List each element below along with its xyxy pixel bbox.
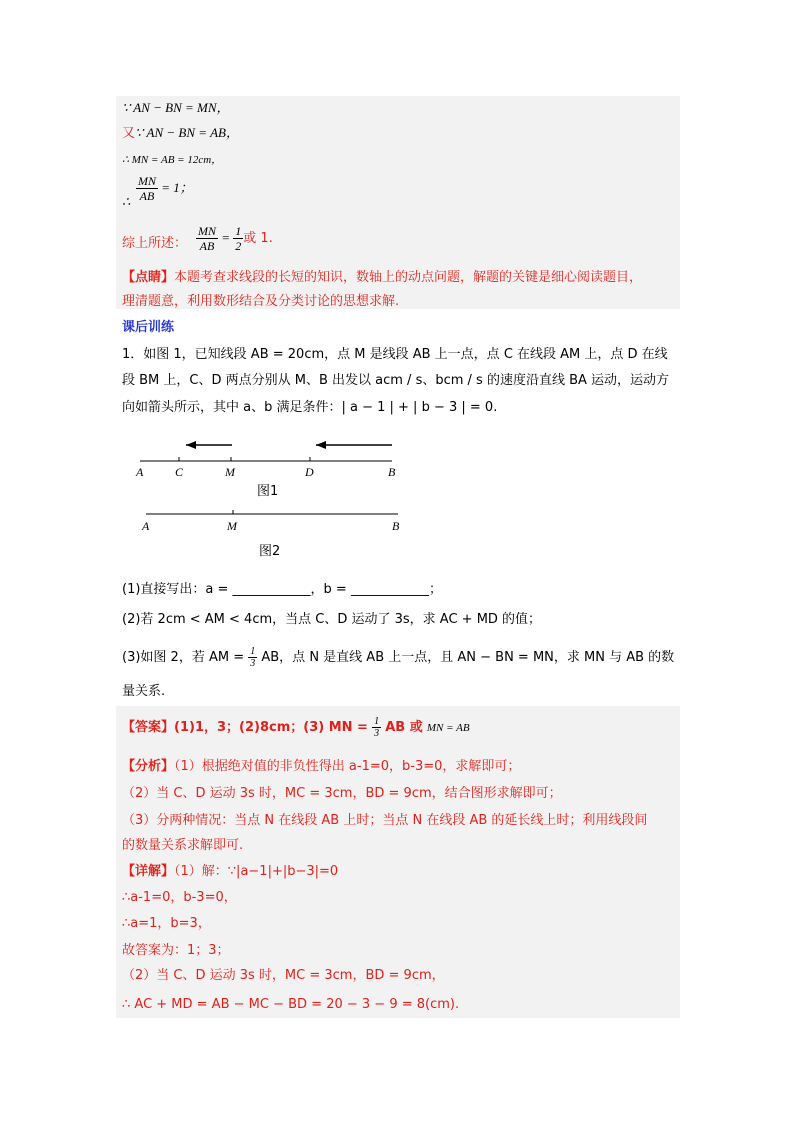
analysis-line-1: 【分析】（1）根据绝对值的非负性得出 a-1=0，b-3=0，求解即可； — [122, 759, 521, 774]
comment-line-2: 理清题意，利用数形结合及分类讨论的思想求解. — [122, 294, 400, 309]
figure-2-caption: 图2 — [259, 544, 281, 559]
detail-line-5: （2）当 C、D 运动 3s 时，MC = 3cm，BD = 9cm， — [122, 968, 445, 983]
fig1-point-c: C — [175, 465, 184, 479]
fig1-arrowhead-right — [316, 441, 326, 449]
analysis-tag: 【分析】 — [122, 759, 175, 774]
fig2-point-b: B — [392, 519, 400, 533]
therefore-symbol: ∴ — [122, 194, 131, 209]
solution-line-1: ∵ AN − BN = MN， — [122, 100, 230, 115]
figure-1-caption: 图1 — [257, 484, 279, 499]
section-title: 课后训练 — [122, 320, 175, 335]
question-2: (2)若 2cm < AM < 4cm，当点 C、D 运动了 3s，求 AC + MD 的值； — [122, 612, 542, 627]
solution-line-2 — [122, 123, 239, 144]
solution-word-you: 又 — [122, 126, 136, 141]
fig1-point-a: A — [136, 465, 144, 479]
detail-line-6: ∴ AC + MD = AB − MC − BD = 20 − 3 − 9 = 8(cm). — [122, 997, 460, 1012]
comment-line-1: 【点睛】本题考查求线段的长短的知识，数轴上的动点问题，解题的关键是细心阅读题目， — [122, 270, 643, 285]
solution-eq-2: ∵ AN − BN = AB， — [135, 125, 239, 140]
fraction-mn-ab: $\frac{MN}{AB}$ = 1； — [138, 174, 193, 203]
detail-line-1: 【详解】（1）解：∵|a−1|+|b−3|=0 — [122, 864, 339, 879]
answer-fraction: $\frac{1}{3}$ — [374, 716, 380, 739]
question-3: (3)如图 2，若 AM = $\frac{1}{3}$ AB，点 N 是直线 AB 上一点，且 AN − BN = MN，求 MN 与 AB 的数 — [122, 646, 675, 669]
analysis-line-4: 的数量关系求解即可. — [122, 838, 244, 853]
analysis-line-3: （3）分两种情况：当点 N 在线段 AB 上时；当点 N 在线段 AB 的延长线上时；利用线段间 — [122, 813, 648, 828]
figure-2 — [130, 505, 410, 539]
fig2-point-m: M — [227, 519, 237, 533]
analysis-line-2: （2）当 C、D 运动 3s 时，MC = 3cm，BD = 9cm，结合图形求解即可； — [122, 786, 562, 801]
detail-line-4: 故答案为：1；3； — [122, 943, 230, 958]
summary-fractions: $\frac{MN}{AB}$ = $\frac{1}{2}$ 或 1. — [198, 224, 273, 253]
problem-line-3: 向如箭头所示，其中 a、b 满足条件：| a − 1 | + | b − 3 | = 0. — [122, 400, 498, 415]
fig2-point-a: A — [142, 519, 150, 533]
fig1-point-d: D — [305, 465, 314, 479]
comment-tag: 【点睛】 — [122, 270, 175, 285]
detail-tag: 【详解】 — [122, 864, 175, 879]
answer-eq-2: MN = AB — [426, 722, 470, 734]
summary-label: 综上所述： — [122, 236, 188, 251]
problem-line-1: 1．如图 1，已知线段 AB = 20cm，点 M 是线段 AB 上一点，点 C 在线段 AM 上，点 D 在线 — [122, 347, 668, 362]
solution-line-3: ∴ MN = AB = 12cm， — [122, 154, 223, 166]
q3-fraction: $\frac{1}{3}$ — [250, 646, 256, 669]
question-1: (1)直接写出：a = ____________，b = ____________； — [122, 582, 442, 597]
fig1-arrowhead-left — [186, 441, 196, 449]
problem-line-2: 段 BM 上，C、D 两点分别从 M、B 出发以 acm / s、bcm / s 的速度沿直线 BA 运动，运动方 — [122, 373, 670, 388]
answer-line: 【答案】(1)1，3；(2)8cm；(3) MN = $\frac{1}{3}$ AB 或 MN = AB — [122, 716, 470, 739]
fig1-point-m: M — [225, 465, 235, 479]
fig1-point-b: B — [388, 465, 396, 479]
detail-line-3: ∴a=1，b=3， — [122, 916, 211, 931]
question-3-cont: 量关系. — [122, 684, 166, 699]
answer-tag: 【答案】 — [122, 720, 175, 735]
detail-line-2: ∴a-1=0，b-3=0， — [122, 890, 237, 905]
